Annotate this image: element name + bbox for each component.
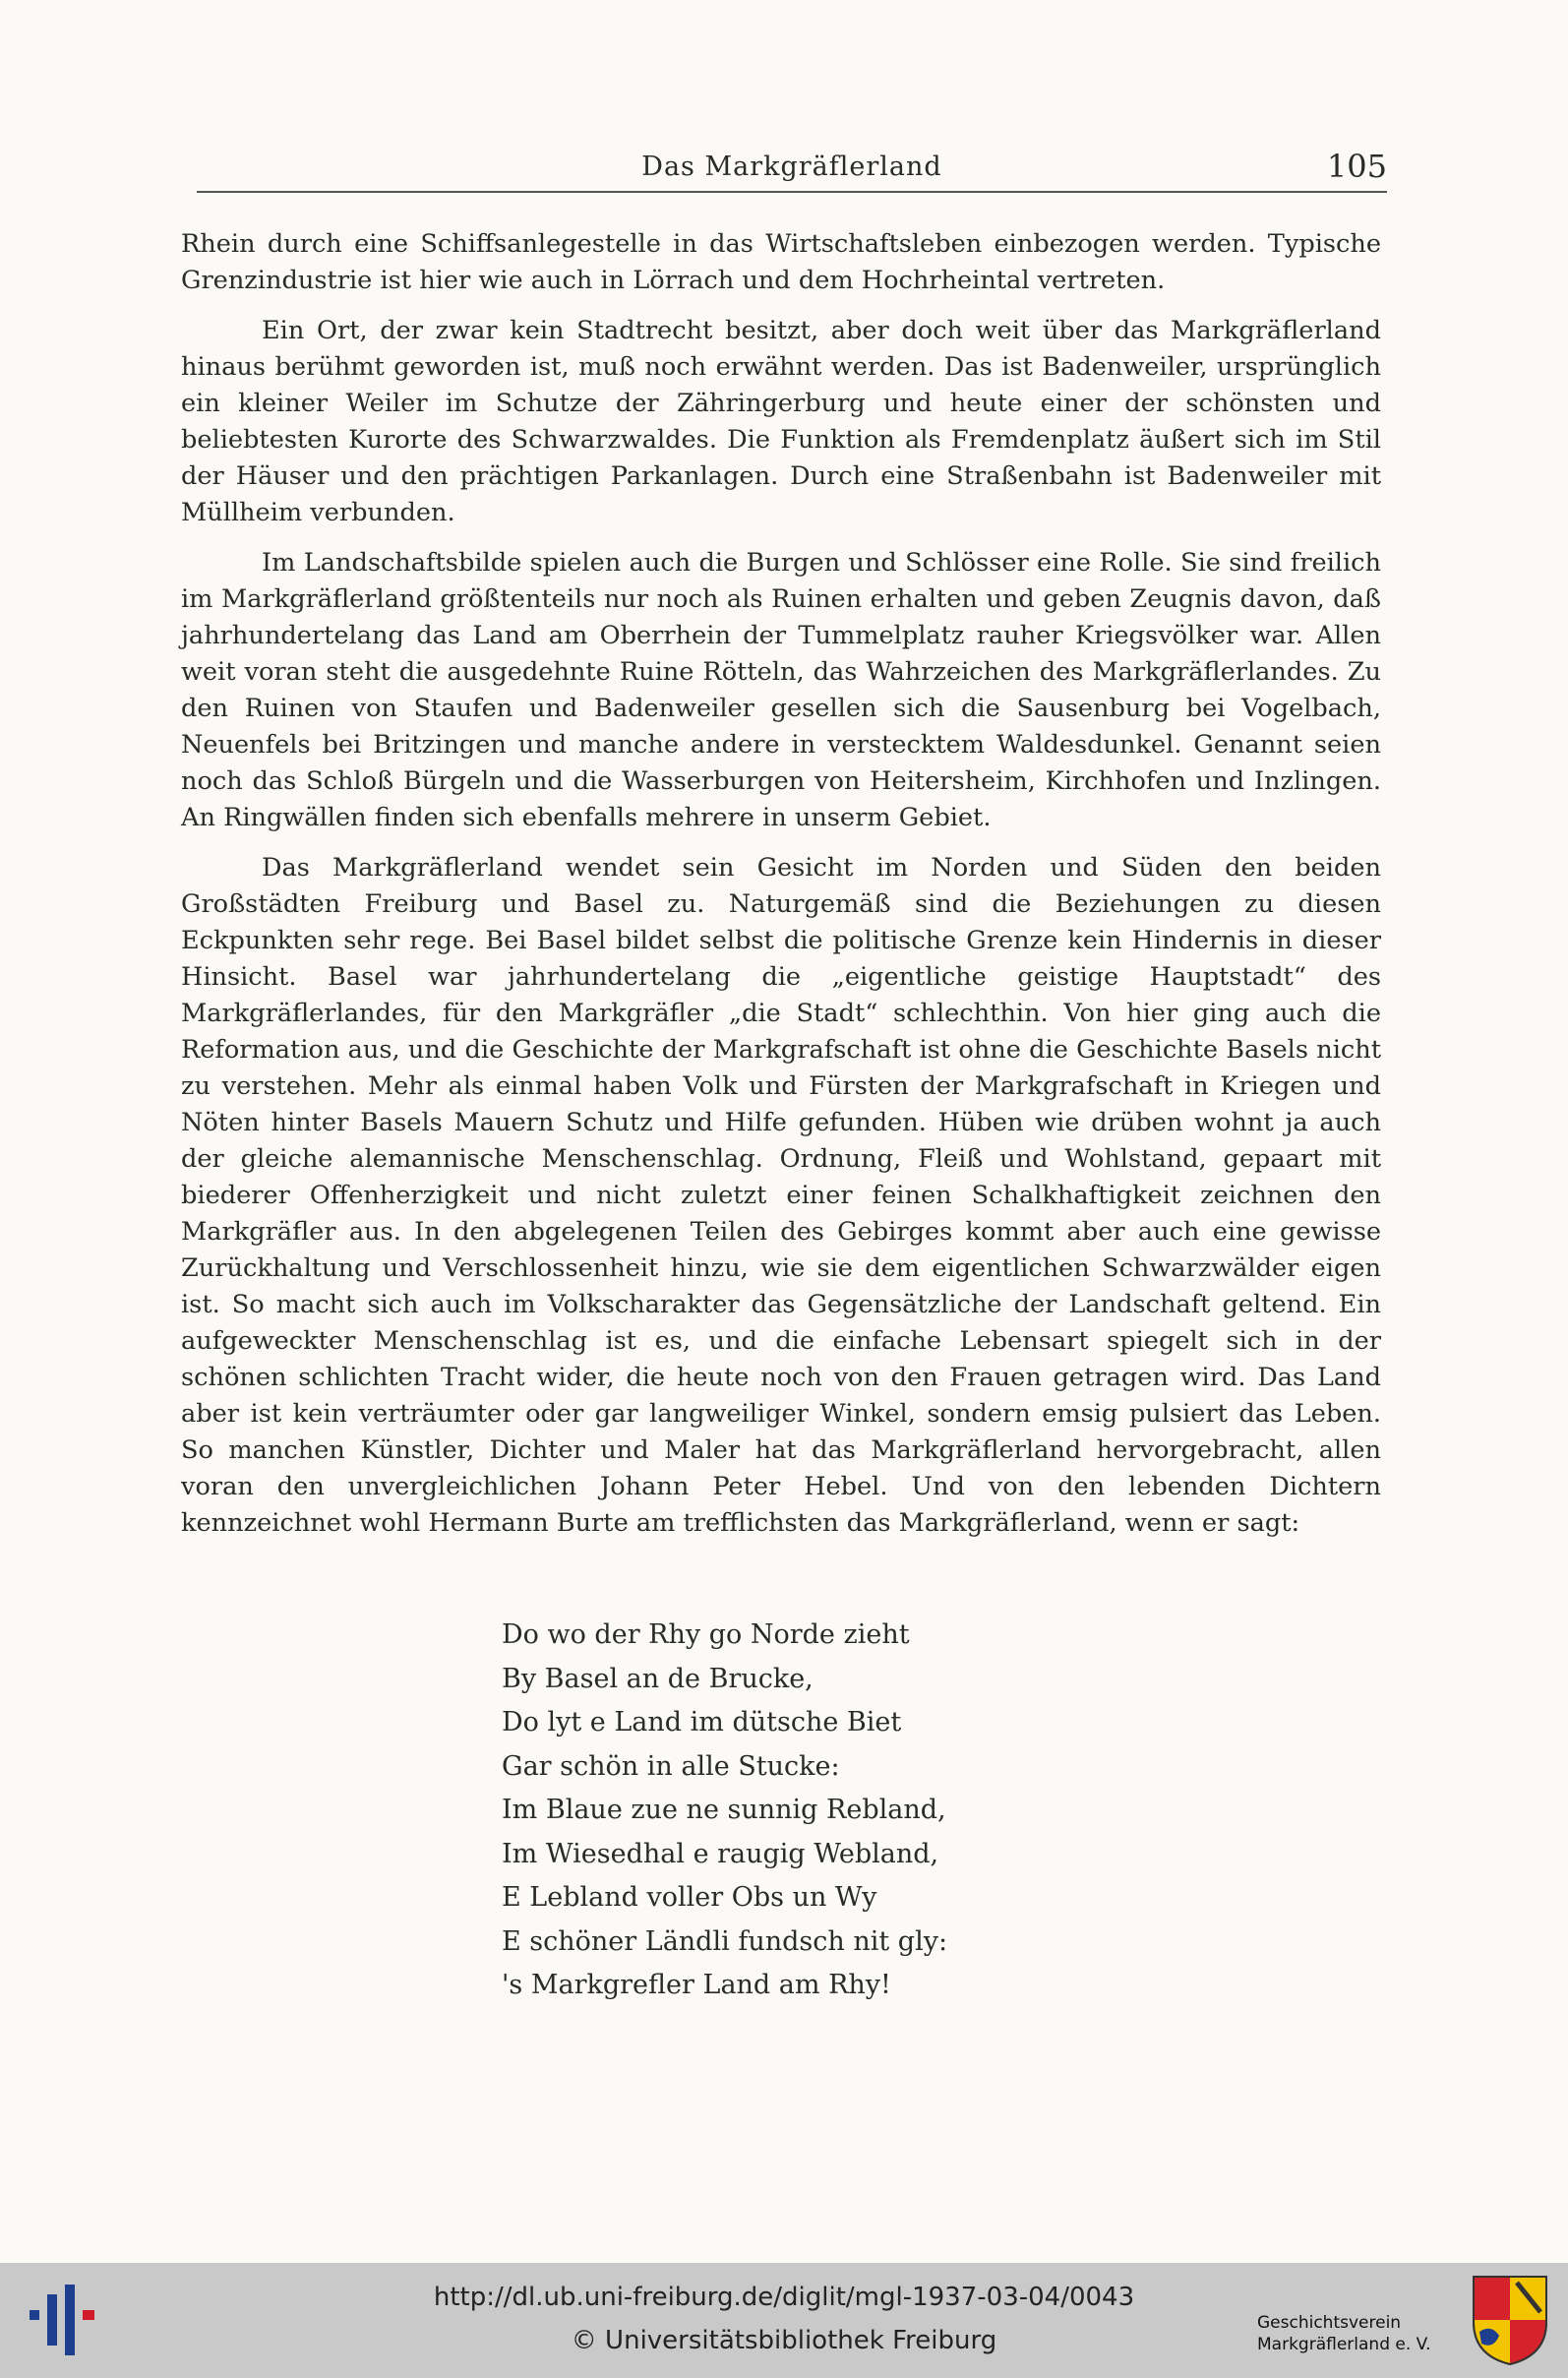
poem-line: Im Blaue zue ne sunnig Rebland, <box>502 1795 946 1825</box>
poem-line: Im Wiesedhal e raugig Webland, <box>502 1838 939 1869</box>
page-number: 105 <box>1326 148 1387 185</box>
paragraph-4: Das Markgräflerland wendet sein Gesicht im Norden und Süden den beiden Großstädten Freiburg und Basel zu. Naturgemäß sind die Beziehungen zu diesen Eckpunkten sehr rege. Bei Basel bildet selbst die politische Grenze kein Hindernis in dieser Hinsicht. Basel war jahrhundertelang die „eigentliche geistige Hauptstadt“ des Markgräflerlandes, für den Markgräfler „die Stadt“ schlechthin. Von hier ging auch die Reformation aus, und die Geschichte der Markgrafschaft ist ohne die Geschichte Basels nicht zu verstehen. Mehr als einmal haben Volk und Fürsten der Markgrafschaft in Kriegen und Nöten hinter Basels Mauern Schutz und Hilfe gefunden. Hüben wie drüben wohnt ja auch der gleiche alemannische Menschenschlag. Ordnung, Fleiß und Wohlstand, gepaart mit biederer Offenherzigkeit und nicht zuletzt einer feinen Schalkhaftigkeit zeichnen den Markgräfler aus. In den abgelegenen Teilen des Gebirges kommt aber auch eine gewisse Zurückhaltung und Verschlossenheit hinzu, wie sie dem eigentlichen Schwarzwälder eigen ist. So macht sich auch im Volkscharakter das Gegensätzliche der Landschaft geltend. Ein aufgeweckter Menschenschlag ist es, und die einfache Lebensart spiegelt sich in der schönen schlichten Tracht wider, die heute noch von den Frauen getragen wird. Das Land aber ist kein verträumter oder gar langweiliger Winkel, sondern emsig pulsiert das Leben. So manchen Künstler, Dichter und Maler hat das Markgräflerland hervorgebracht, allen voran den unvergleichlichen Johann Peter Hebel. Und von den lebenden Dichtern kennzeichnet wohl Hermann Burte am trefflichsten das Markgräflerland, wenn er sagt: <box>181 853 1381 1538</box>
paragraph-3: Im Landschaftsbilde spielen auch die Burgen und Schlösser eine Rolle. Sie sind freilich im Markgräflerland größtenteils nur noch als Ruinen erhalten und geben Zeugnis davon, daß jahrhundertelang das Land am Oberrhein der Tummelplatz rauher Kriegsvölker war. Allen weit voran steht die ausgedehnte Ruine Rötteln, das Wahrzeichen des Markgräflerlandes. Zu den Ruinen von Staufen und Badenweiler gesellen sich die Sausenburg bei Vogelbach, Neuenfels bei Britzingen und manche andere in verstecktem Waldesdunkel. Genannt seien noch das Schloß Bürgeln und die Wasserburgen von Heitersheim, Kirchhofen und Inzlingen. An Ringwällen finden sich ebenfalls mehrere in unserm Gebiet. <box>181 548 1381 832</box>
poem-line: Do lyt e Land im dütsche Biet <box>502 1707 902 1738</box>
poem-line: E schöner Ländli fundsch nit gly: <box>502 1925 948 1957</box>
copyright-notice: © Universitätsbibliothek Freiburg <box>571 2326 997 2355</box>
running-title: Das Markgräflerland <box>641 152 942 182</box>
viewer-footer <box>0 2263 1568 2378</box>
paragraph-2: Ein Ort, der zwar kein Stadtrecht besitzt, aber doch weit über das Markgräflerland hinaus berühmt geworden ist, muß noch erwähnt werden. Das ist Badenweiler, ursprünglich ein kleiner Weiler im Schutze der Zähringerburg und heute einer der schönsten und beliebtesten Kurorte des Schwarzwaldes. Die Funktion als Fremdenplatz äußert sich im Stil der Häuser und den prächtigen Parkanlagen. Durch eine Straßenbahn ist Badenweiler mit Müllheim verbunden. <box>181 316 1381 527</box>
poem <box>502 1614 1190 2008</box>
running-head <box>197 148 1387 193</box>
paragraph-1: Rhein durch eine Schiffsanlegestelle in das Wirtschaftsleben einbezogen werden. Typische Grenzindustrie ist hier wie auch in Lörrach und dem Hochrheintal vertreten. <box>181 229 1381 295</box>
poem-line: Do wo der Rhy go Norde zieht <box>502 1619 910 1650</box>
poem-line: E Lebland voller Obs un Wy <box>502 1882 877 1913</box>
society-name-line: Markgräflerland e. V. <box>1257 2335 1431 2354</box>
poem-line: Gar schön in alle Stucke: <box>502 1750 840 1782</box>
society-name <box>1257 2312 1474 2355</box>
society-name-line: Geschichtsverein <box>1257 2313 1402 2333</box>
permalink-url[interactable]: http://dl.ub.uni-freiburg.de/diglit/mgl-1937-03-04/0043 <box>433 2283 1135 2312</box>
poem-line: By Basel an de Brucke, <box>502 1663 814 1694</box>
poem-line: 's Markgrefler Land am Rhy! <box>502 1970 891 2000</box>
body-text <box>181 226 1381 1555</box>
coat-of-arms-icon <box>1470 2273 1550 2367</box>
